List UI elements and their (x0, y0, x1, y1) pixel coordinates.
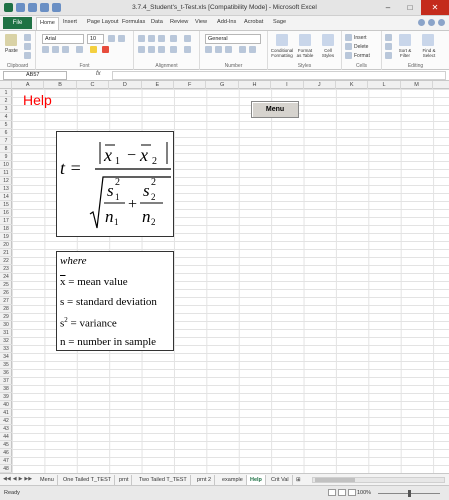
row-header[interactable]: 10 (0, 161, 12, 169)
row-header[interactable]: 26 (0, 289, 12, 297)
menu-button[interactable]: Menu (251, 101, 299, 118)
row-header[interactable]: 35 (0, 361, 12, 369)
number-group (200, 31, 268, 70)
insert-function-button[interactable]: fx (96, 71, 101, 77)
fill-color-icon[interactable] (90, 46, 97, 53)
fill-icon[interactable] (385, 43, 392, 50)
font-group (36, 31, 134, 70)
row-header[interactable]: 17 (0, 217, 12, 225)
row-header[interactable]: 13 (0, 185, 12, 193)
mean-definition-text: = mean value (68, 276, 128, 288)
minimize-button[interactable]: – (385, 3, 391, 12)
row-header[interactable]: 32 (0, 337, 12, 345)
wrap-text-icon[interactable] (184, 35, 191, 42)
font-color-icon[interactable] (102, 46, 109, 53)
sort-filter-button[interactable]: Sort & Filter (398, 48, 412, 58)
align-middle-icon[interactable] (148, 35, 155, 42)
s1-sub: 1 (115, 192, 120, 202)
row-header[interactable]: 33 (0, 345, 12, 353)
formula-bar (0, 70, 449, 81)
sheet-tab-one-tailed[interactable]: One Tailed T_TEST (60, 475, 115, 485)
numerator-minus: − (127, 147, 137, 164)
cut-icon[interactable] (24, 34, 31, 41)
tab-home[interactable]: Home (36, 17, 59, 30)
zoom-slider[interactable] (378, 493, 440, 494)
row-headers (0, 89, 12, 473)
format-cells-icon[interactable] (345, 52, 352, 59)
copy-icon[interactable] (24, 43, 31, 50)
align-left-icon[interactable] (138, 46, 145, 53)
editing-label: Editing (407, 63, 424, 69)
tab-file[interactable]: File (3, 17, 32, 29)
close-button[interactable]: ✕ (421, 0, 449, 15)
prev-sheet-icon[interactable]: ◀ (12, 476, 17, 482)
row-header[interactable]: 30 (0, 321, 12, 329)
column-header[interactable]: M (401, 81, 433, 89)
horizontal-scrollbar[interactable] (312, 477, 445, 483)
number-format-select[interactable]: General (205, 34, 261, 44)
format-cells-button[interactable]: Format (354, 53, 370, 59)
zoom-level[interactable]: 100% (357, 490, 372, 496)
comma-icon[interactable] (225, 46, 232, 53)
row-header[interactable]: 31 (0, 329, 12, 337)
row-header[interactable]: 2 (0, 97, 12, 105)
tab-data[interactable]: Data (151, 19, 163, 25)
row-header[interactable]: 9 (0, 153, 12, 161)
clipboard-group (0, 31, 36, 70)
row-header[interactable]: 25 (0, 281, 12, 289)
column-header[interactable]: B (44, 81, 76, 89)
tab-view[interactable]: View (195, 19, 208, 25)
column-header[interactable]: A (12, 81, 44, 89)
minimize-ribbon-icon[interactable] (418, 19, 425, 26)
status-ready: Ready (4, 490, 20, 496)
row-header[interactable]: 23 (0, 265, 12, 273)
tab-add-ins[interactable]: Add-Ins (217, 19, 237, 25)
row-header[interactable]: 43 (0, 425, 12, 433)
row-header[interactable]: 12 (0, 177, 12, 185)
percent-icon[interactable] (215, 46, 222, 53)
std-dev-definition: s = standard deviation (60, 296, 157, 308)
s1-exp: 2 (115, 177, 120, 188)
cells-label: Cells (355, 63, 368, 69)
row-header[interactable]: 14 (0, 193, 12, 201)
row-header[interactable]: 8 (0, 145, 12, 153)
tab-sage[interactable]: Sage (273, 19, 287, 25)
row-header[interactable]: 15 (0, 201, 12, 209)
italic-icon[interactable] (52, 46, 59, 53)
row-header[interactable]: 34 (0, 353, 12, 361)
align-center-icon[interactable] (148, 46, 155, 53)
variance-symbol: s (60, 317, 65, 330)
sheet-tab-help[interactable]: Help (247, 475, 266, 485)
sheet-tab-crit-val[interactable]: Crit Val (268, 475, 293, 485)
mean-definition (60, 276, 128, 288)
sheet-tab-bar (0, 473, 449, 485)
number-label: Number (224, 63, 243, 69)
underline-icon[interactable] (62, 46, 69, 53)
sheet-tab-example[interactable]: example (219, 475, 247, 485)
mean-symbol: $\overline{x}$ (60, 276, 66, 288)
tab-review[interactable]: Review (170, 19, 189, 25)
borders-icon[interactable] (76, 46, 83, 53)
row-header[interactable]: 44 (0, 433, 12, 441)
where-title: where (60, 255, 87, 267)
n2: n (142, 207, 151, 226)
currency-icon[interactable] (205, 46, 212, 53)
sheet-tab-prnt[interactable]: prnt (116, 475, 132, 485)
next-sheet-icon[interactable]: ▶ (18, 476, 23, 482)
column-header[interactable]: F (174, 81, 206, 89)
ribbon-tabs (0, 16, 449, 30)
clear-icon[interactable] (385, 52, 392, 59)
styles-group (268, 31, 342, 70)
shrink-font-icon[interactable] (118, 35, 125, 42)
row-header[interactable]: 42 (0, 417, 12, 425)
n1: n (105, 207, 114, 226)
n2-sub: 2 (151, 217, 156, 227)
s2-sub: 2 (151, 192, 156, 202)
row-header[interactable]: 29 (0, 313, 12, 321)
row-header[interactable]: 11 (0, 169, 12, 177)
row-header[interactable]: 22 (0, 257, 12, 265)
format-painter-icon[interactable] (24, 52, 31, 59)
editing-group (382, 31, 449, 70)
numerator-x1: x (104, 145, 112, 165)
row-header[interactable]: 3 (0, 105, 12, 113)
sheet-tab-prnt-2[interactable]: prnt 2 (194, 475, 215, 485)
alignment-label: Alignment (155, 63, 178, 69)
n1-sub: 1 (114, 217, 119, 227)
row-header[interactable]: 37 (0, 377, 12, 385)
row-header[interactable]: 16 (0, 209, 12, 217)
tab-insert[interactable]: Insert (63, 19, 77, 25)
row-header[interactable]: 40 (0, 401, 12, 409)
row-header[interactable]: 38 (0, 385, 12, 393)
formula-lhs: t = (60, 158, 82, 178)
styles-label: Styles (297, 63, 312, 69)
merge-center-icon[interactable] (184, 46, 191, 53)
title-bar (0, 0, 449, 16)
maximize-button[interactable]: □ (407, 3, 413, 12)
conditional-formatting-icon[interactable] (276, 34, 288, 46)
font-size-select[interactable]: 10 (87, 34, 104, 44)
align-right-icon[interactable] (158, 46, 165, 53)
cell-styles-button[interactable]: Cell Styles (321, 48, 335, 58)
normal-view-icon[interactable] (328, 489, 336, 496)
scrollbar-thumb[interactable] (315, 478, 355, 482)
sample-size-definition: n = number in sample (60, 336, 157, 348)
row-header[interactable]: 4 (0, 113, 12, 121)
column-header[interactable]: I (271, 81, 303, 89)
delete-cells-icon[interactable] (345, 43, 352, 50)
row-header[interactable]: 45 (0, 441, 12, 449)
format-as-table-button[interactable]: Format as Table (296, 48, 314, 58)
definitions-box (56, 251, 174, 351)
zoom-slider-knob[interactable] (408, 490, 411, 497)
row-header[interactable]: 27 (0, 297, 12, 305)
last-sheet-icon[interactable]: ▶▶ (24, 476, 33, 482)
find-select-button[interactable]: Find & Select (422, 48, 436, 58)
increase-decimal-icon[interactable] (239, 46, 246, 53)
row-header[interactable]: 36 (0, 369, 12, 377)
row-header[interactable]: 19 (0, 233, 12, 241)
variance-definition-text: = variance (70, 317, 117, 330)
variance-definition (60, 316, 117, 330)
column-header[interactable]: H (239, 81, 271, 89)
row-header[interactable]: 24 (0, 273, 12, 281)
row-header[interactable]: 48 (0, 465, 12, 473)
sort-filter-icon[interactable] (399, 34, 411, 46)
cell-styles-icon[interactable] (322, 34, 334, 46)
row-header[interactable]: 20 (0, 241, 12, 249)
column-header[interactable]: K (336, 81, 368, 89)
t-test-formula (57, 132, 175, 238)
font-label: Font (79, 63, 90, 69)
font-name-select[interactable]: Arial (42, 34, 84, 44)
window-options-icon[interactable] (438, 19, 445, 26)
column-header[interactable]: C (77, 81, 109, 89)
delete-cells-button[interactable]: Delete (354, 44, 369, 50)
conditional-formatting-button[interactable]: Conditional Formatting (270, 48, 294, 58)
sheet-tab-two-tailed[interactable]: Two Tailed T_TEST (136, 475, 191, 485)
decrease-decimal-icon[interactable] (249, 46, 256, 53)
row-header[interactable]: 39 (0, 393, 12, 401)
s1: s (107, 181, 114, 200)
bold-icon[interactable] (42, 46, 49, 53)
format-as-table-icon[interactable] (299, 34, 311, 46)
column-header[interactable]: L (368, 81, 400, 89)
paste-icon[interactable] (5, 34, 17, 46)
tab-formulas[interactable]: Formulas (122, 19, 146, 25)
find-select-icon[interactable] (422, 34, 434, 46)
cells-group (342, 31, 382, 70)
insert-sheet-icon[interactable]: ⊞ (296, 477, 301, 483)
column-header[interactable]: G (206, 81, 238, 89)
status-bar (0, 485, 449, 500)
insert-cells-button[interactable]: Insert (354, 35, 367, 41)
column-header[interactable]: D (109, 81, 141, 89)
insert-cells-icon[interactable] (345, 34, 352, 41)
ribbon (0, 30, 449, 70)
clipboard-label: Clipboard (6, 63, 29, 69)
s2: s (143, 181, 150, 200)
tab-acrobat[interactable]: Acrobat (244, 19, 264, 25)
row-header[interactable]: 41 (0, 409, 12, 417)
name-box[interactable]: AB57 (3, 71, 67, 80)
sheet-tab-menu[interactable]: Menu (37, 475, 58, 485)
t-test-formula-image (56, 131, 174, 237)
align-bottom-icon[interactable] (158, 35, 165, 42)
row-header[interactable]: 1 (0, 89, 12, 97)
numerator-x1-sub: 1 (115, 156, 120, 167)
align-top-icon[interactable] (138, 35, 145, 42)
first-sheet-icon[interactable]: ◀◀ (3, 476, 11, 482)
page-break-view-icon[interactable] (348, 489, 356, 496)
column-header[interactable]: J (304, 81, 336, 89)
row-header[interactable]: 21 (0, 249, 12, 257)
window-title: 3.7.4_Student's_t-Test.xls [Compatibility Mode] - Microsoft Excel (132, 4, 317, 11)
paste-button[interactable]: Paste (5, 48, 18, 54)
page-layout-view-icon[interactable] (338, 489, 346, 496)
row-header[interactable]: 28 (0, 305, 12, 313)
tab-page-layout[interactable]: Page Layout (87, 19, 119, 25)
row-header[interactable]: 7 (0, 137, 12, 145)
column-headers (0, 81, 449, 89)
row-header[interactable]: 47 (0, 457, 12, 465)
s2-exp: 2 (151, 177, 156, 188)
row-header[interactable]: 6 (0, 129, 12, 137)
orientation-icon[interactable] (170, 35, 177, 42)
numerator-x2: x (140, 145, 148, 165)
grow-font-icon[interactable] (108, 35, 115, 42)
alignment-group (134, 31, 200, 70)
indent-icon[interactable] (170, 46, 177, 53)
row-header[interactable]: 5 (0, 121, 12, 129)
row-header[interactable]: 46 (0, 449, 12, 457)
variance-exponent: 2 (64, 316, 68, 324)
help-heading: Help (23, 92, 52, 108)
numerator-x2-sub: 2 (152, 156, 157, 167)
radical-plus: + (128, 196, 138, 213)
autosum-icon[interactable] (385, 34, 392, 41)
formula-input[interactable] (112, 71, 446, 80)
help-icon[interactable] (428, 19, 435, 26)
row-header[interactable]: 18 (0, 225, 12, 233)
column-header[interactable]: E (142, 81, 174, 89)
select-all-corner[interactable] (0, 81, 12, 89)
